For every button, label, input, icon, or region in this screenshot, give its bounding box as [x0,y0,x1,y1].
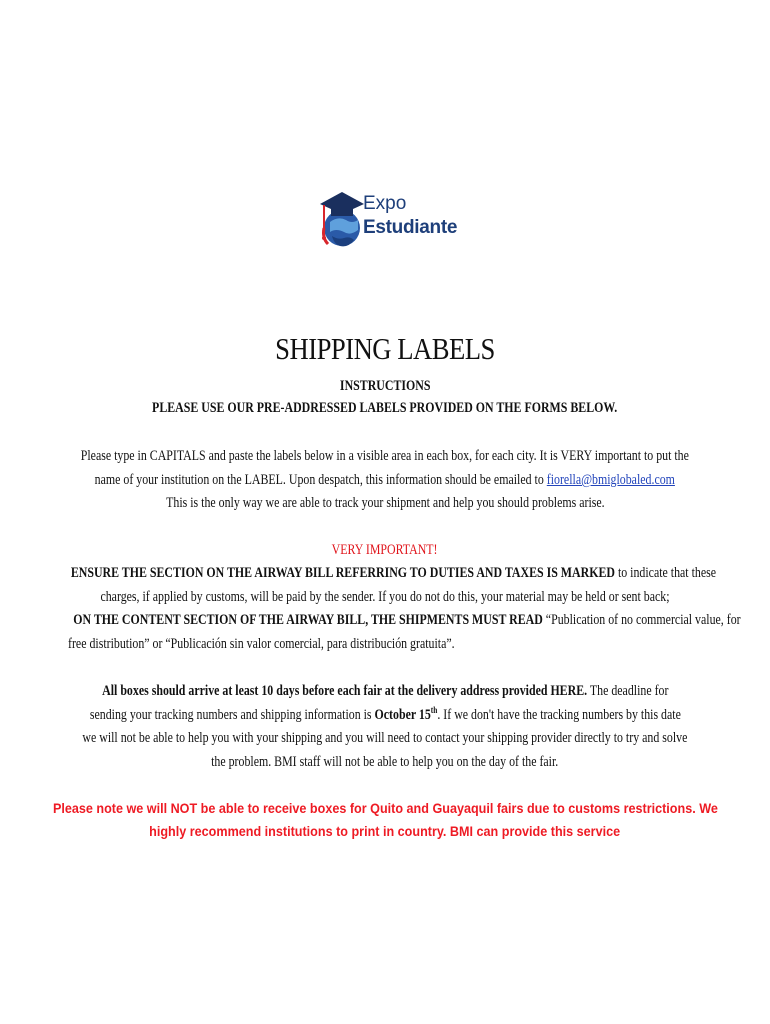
paragraph-1-line-2: name of your institution on the LABEL. Upon despatch, this information should be emailed to fiorella@bmiglobaled.com [94,472,676,488]
logo-text-estudiante: Estudiante [363,217,458,238]
instructions-heading: INSTRUCTIONS [339,378,431,394]
deadline-line-4: the problem. BMI staff will not be able to help you on the day of the fair. [211,754,559,770]
page-title: SHIPPING LABELS [275,331,495,366]
very-important-heading: VERY IMPORTANT! [332,542,438,558]
logo-text-expo: Expo [363,193,407,214]
important-line-4: free distribution” or “Publicación sin valor comercial, para distribución gratuita”. [68,636,455,652]
important-line-3: ON THE CONTENT SECTION OF THE AIRWAY BILL, THE SHIPMENTS MUST READ “Publication of no commercial value, for [73,612,741,628]
graduation-globe-icon [318,184,364,254]
email-link[interactable]: fiorella@bmiglobaled.com [546,472,676,488]
customs-note-line-1: Please note we will NOT be able to receive boxes for Quito and Guayaquil fairs due to customs restrictions. We [52,800,718,816]
paragraph-1-line-3: This is the only way we are able to track your shipment and help you should problems arise. [165,495,605,511]
important-line-1: ENSURE THE SECTION ON THE AIRWAY BILL REFERRING TO DUTIES AND TAXES IS MARKED to indicate that these [70,565,717,581]
important-line-2: charges, if applied by customs, will be paid by the sender. If you do not do this, your material may be held or sent back; [100,589,670,605]
deadline-line-2: sending your tracking numbers and shipping information is October 15th. If we don't have the tracking numbers by this date [89,705,681,723]
customs-note-line-2: highly recommend institutions to print in country. BMI can provide this service [149,823,621,839]
instructions-subheading: PLEASE USE OUR PRE-ADDRESSED LABELS PROVIDED ON THE FORMS BELOW. [152,400,618,416]
deadline-line-1: All boxes should arrive at least 10 days before each fair at the delivery address provided HERE. The deadline for [101,683,669,699]
expo-estudiante-logo [318,184,463,254]
paragraph-1-line-1: Please type in CAPITALS and paste the labels below in a visible area in each box, for each city. It is VERY important to put the [80,448,690,464]
deadline-line-3: we will not be able to help you with your shipping and you will need to contact your shipping provider directly to try and solve [82,730,688,746]
